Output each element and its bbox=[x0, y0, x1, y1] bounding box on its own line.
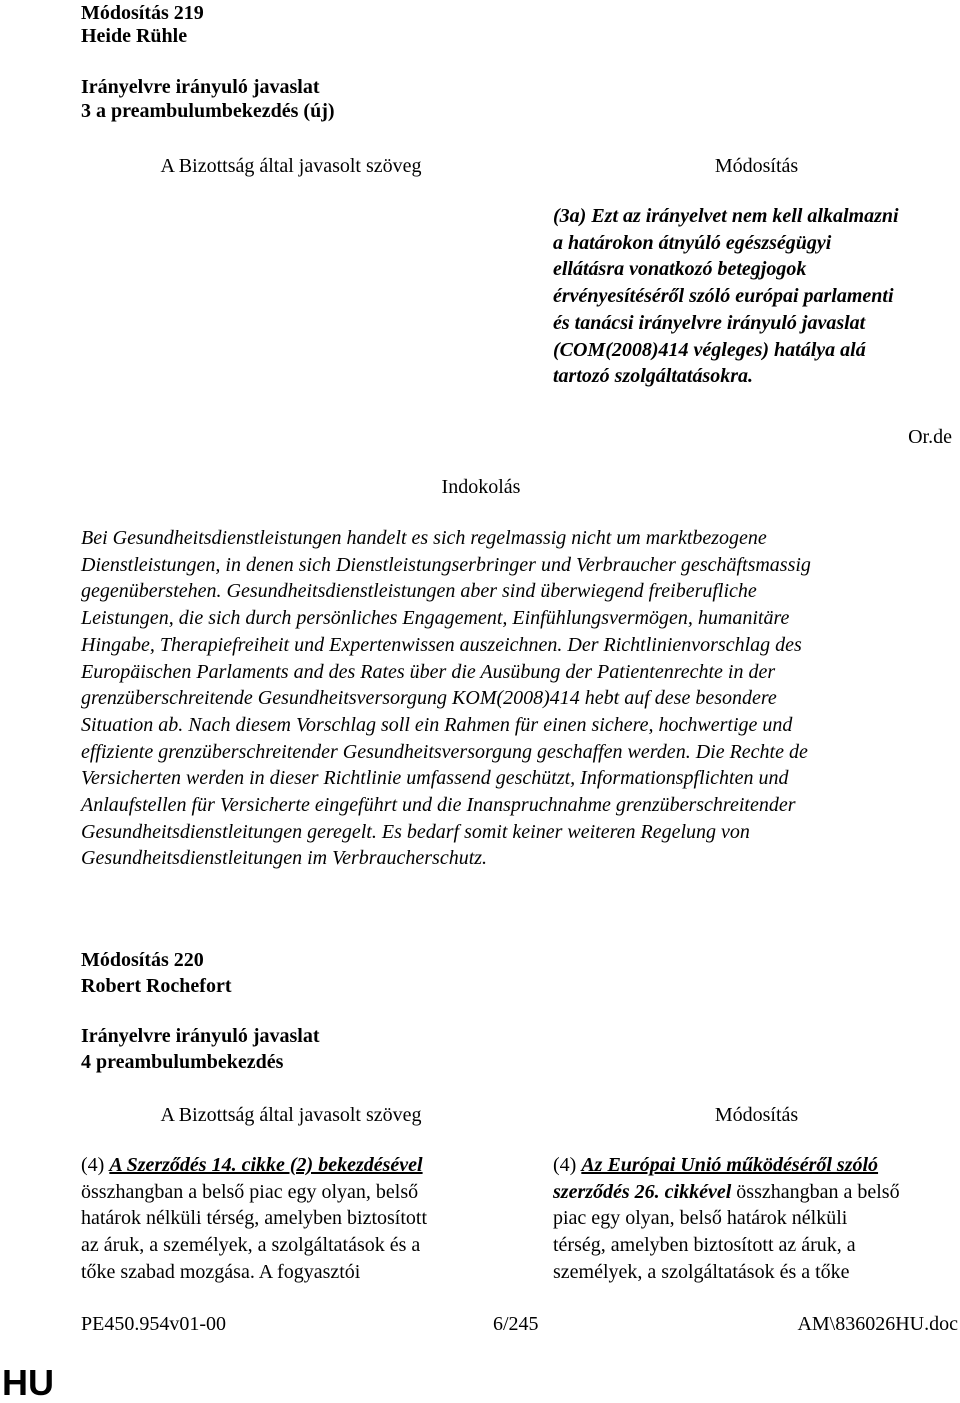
amendment-line bbox=[553, 1152, 960, 1179]
justification-line: gegenüberstehen. Gesundheitsdienstleistungen aber sind überwiegend freiberufliche bbox=[81, 580, 757, 603]
amendment-line bbox=[553, 1179, 960, 1206]
justification-line: Gesundheitsdienstleitungen geregelt. Es bedarf somit keiner weiteren Regelung von bbox=[81, 820, 750, 843]
inserted-text: szerződés 26. cikkével bbox=[553, 1180, 732, 1203]
commission-line bbox=[81, 1152, 501, 1179]
paragraph-number: (4) bbox=[81, 1154, 110, 1176]
amendment-line: és tanácsi irányelvre irányuló javaslat bbox=[553, 311, 866, 334]
amendment-219-proposal-type: Irányelvre irányuló javaslat bbox=[81, 76, 320, 98]
amendment-220-amendment-header: Módosítás bbox=[714, 1104, 799, 1126]
justification-line: Situation ab. Nach diesem Vorschlag soll ein Rahmen für einen sichere, hochwertige und bbox=[81, 713, 793, 736]
paragraph-number: (4) bbox=[553, 1154, 582, 1176]
justification-line: Bei Gesundheitsdienstleistungen handelt es sich regelmassig nicht um marktbezogene bbox=[81, 527, 767, 549]
amendment-line: tartozó szolgáltatásokra. bbox=[553, 365, 754, 388]
commission-line: az áruk, a személyek, a szolgáltatások és a bbox=[81, 1234, 421, 1257]
amendment-220-commission-text bbox=[81, 1152, 501, 1286]
amendment-219-recital: 3 a preambulumbekezdés (új) bbox=[81, 100, 335, 122]
amendment-220-author: Robert Rochefort bbox=[81, 975, 232, 997]
justification-line: Gesundheitsdienstleitungen im Verbraucherschutz. bbox=[81, 847, 488, 870]
amendment-220-title: Módosítás 220 bbox=[81, 949, 204, 971]
footer-language-code: HU bbox=[2, 1362, 54, 1403]
justification-line: Anlaufstellen für Versicherte eingeführt und die Inanspruchnahme grenzüberschreitender bbox=[81, 794, 796, 817]
amendment-line-rest: összhangban a belső bbox=[731, 1180, 900, 1203]
amendment-219-amendment-text bbox=[553, 203, 960, 390]
footer-doc-ref: PE450.954v01-00 bbox=[81, 1313, 226, 1335]
amendment-line: (3a) Ezt az irányelvet nem kell alkalmazni bbox=[553, 205, 899, 227]
justification-line: effiziente grenzüberschreitender Gesundheitsversorgung geschaffen werden. Die Rechte de bbox=[81, 740, 808, 763]
amendment-line: térség, amelyben biztosított az áruk, a bbox=[553, 1234, 856, 1257]
commission-line: határok nélküli térség, amelyben biztosított bbox=[81, 1207, 428, 1230]
justification-line: grenzüberschreitende Gesundheitsversorgung KOM(2008)414 hebt auf dese besondere bbox=[81, 687, 777, 710]
amendment-219-amendment-header: Módosítás bbox=[714, 155, 799, 177]
commission-line: tőke szabad mozgása. A fogyasztói bbox=[81, 1260, 361, 1283]
justification-heading: Indokolás bbox=[441, 476, 521, 498]
justification-line: Dienstleistungen, in denen sich Dienstleistungserbringer und Verbraucher geschäftsmassig bbox=[81, 553, 811, 576]
amendment-line: a határokon átnyúló egészségügyi bbox=[553, 231, 832, 254]
justification-line: Leistungen, die sich durch persönliches Engagement, Einfühlungsvermögen, humanitäre bbox=[81, 607, 790, 630]
amendment-220-proposal-type: Irányelvre irányuló javaslat bbox=[81, 1025, 320, 1047]
justification-text bbox=[81, 525, 960, 872]
justification-line: Europäischen Parlaments and des Rates über die Ausübung der Patientenrechte in der bbox=[81, 660, 776, 683]
amendment-219-author: Heide Rühle bbox=[81, 25, 188, 47]
amendment-219-commission-text-header: A Bizottság által javasolt szöveg bbox=[160, 155, 422, 177]
amendment-line: piac egy olyan, belső határok nélküli bbox=[553, 1207, 848, 1230]
amendment-line: személyek, a szolgáltatások és a tőke bbox=[553, 1260, 850, 1283]
footer-page-number: 6/245 bbox=[493, 1313, 539, 1335]
amendment-line: (COM(2008)414 végleges) hatálya alá bbox=[553, 338, 866, 361]
deleted-text: A Szerződés 14. cikke (2) bekezdésével bbox=[109, 1154, 423, 1176]
amendment-line: érvényesítéséről szóló európai parlamenti bbox=[553, 285, 894, 308]
amendment-220-commission-text-header: A Bizottság által javasolt szöveg bbox=[160, 1104, 422, 1126]
amendment-220-amendment-text bbox=[553, 1152, 960, 1286]
amendment-219-title: Módosítás 219 bbox=[81, 2, 204, 24]
footer-file-ref: AM\836026HU.doc bbox=[797, 1313, 958, 1335]
justification-line: Hingabe, Therapiefreiheit und Expertenwissen auszeichnen. Der Richtlinienvorschlag des bbox=[81, 633, 802, 656]
commission-line: összhangban a belső piac egy olyan, belső bbox=[81, 1180, 419, 1203]
amendment-220-recital: 4 preambulumbekezdés bbox=[81, 1051, 284, 1073]
justification-line: Versicherten werden in dieser Richtlinie umfassend geschützt, Informationspflichten und bbox=[81, 767, 789, 790]
amendment-line: ellátásra vonatkozó betegjogok bbox=[553, 258, 807, 281]
inserted-text: Az Európai Unió működéséről szóló bbox=[581, 1154, 879, 1176]
original-language-tag: Or.de bbox=[908, 426, 952, 448]
